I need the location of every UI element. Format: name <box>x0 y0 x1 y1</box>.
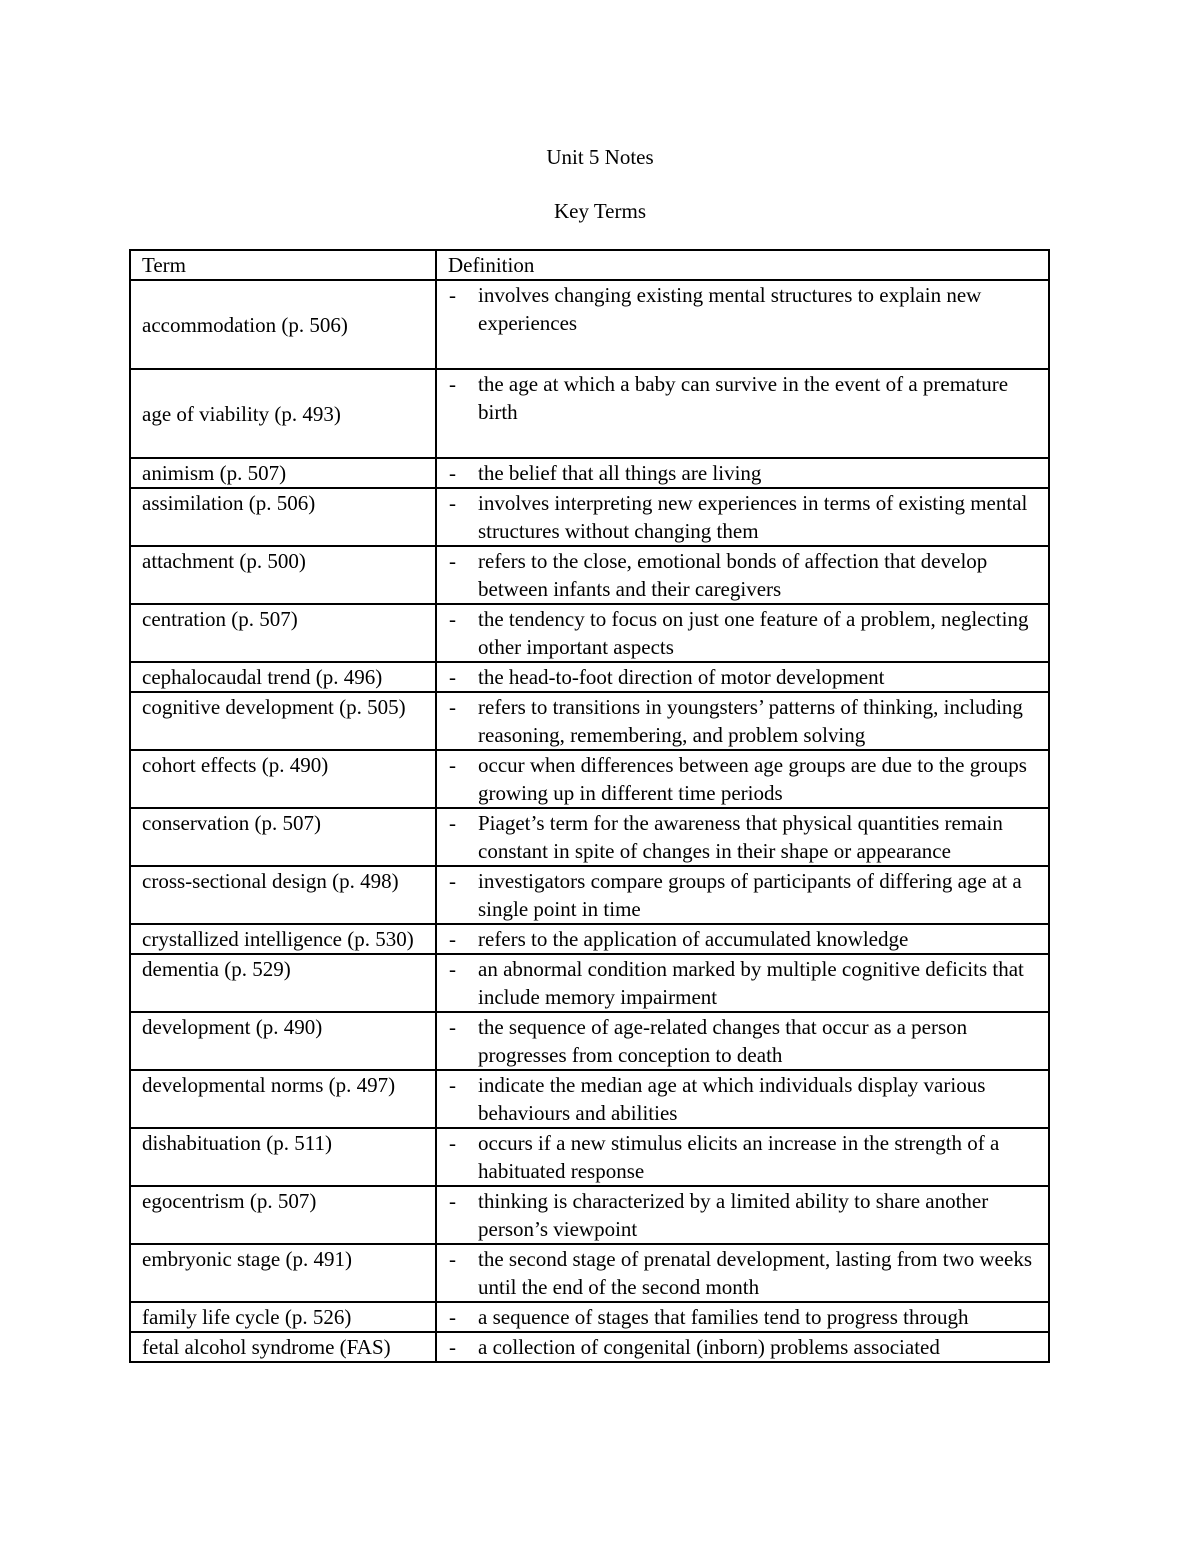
term-cell: dementia (p. 529) <box>130 954 436 1012</box>
definition-text: occur when differences between age groups are due to the groups growing up in different time periods <box>478 753 1027 805</box>
bullet-dash: - <box>449 811 456 835</box>
definition-cell <box>436 1012 1049 1070</box>
definition-cell <box>436 692 1049 750</box>
definition-bullet-item <box>448 1333 1044 1361</box>
page-subtitle: Key Terms <box>553 199 647 223</box>
definition-text: Piaget’s term for the awareness that physical quantities remain constant in spite of changes in their shape or appearance <box>478 811 1003 863</box>
bullet-dash: - <box>449 695 456 719</box>
table-row <box>130 488 1049 546</box>
definition-cell <box>436 1332 1049 1362</box>
table-row <box>130 924 1049 954</box>
definition-text: investigators compare groups of participants of differing age at a single point in time <box>478 869 1022 921</box>
definition-text: the age at which a baby can survive in the event of a premature birth <box>478 372 1009 424</box>
bullet-dash: - <box>449 869 456 893</box>
definition-bullet-item <box>448 1245 1044 1301</box>
bullet-dash: - <box>449 1015 456 1039</box>
definition-text: refers to transitions in youngsters’ patterns of thinking, including reasoning, remembering, and problem solving <box>478 695 1023 747</box>
term-column-header: Term <box>130 250 436 280</box>
bullet-dash: - <box>449 491 456 515</box>
bullet-dash: - <box>449 1335 456 1359</box>
definition-text: involves changing existing mental structures to explain new experiences <box>478 283 982 335</box>
definition-cell <box>436 604 1049 662</box>
term-cell: cephalocaudal trend (p. 496) <box>130 662 436 692</box>
definition-cell <box>436 280 1049 369</box>
definition-bullet-item <box>448 751 1044 807</box>
term-cell: centration (p. 507) <box>130 604 436 662</box>
definition-text: indicate the median age at which individuals display various behaviours and abilities <box>478 1073 986 1125</box>
definition-bullet-item <box>448 867 1044 923</box>
definition-text: the head-to-foot direction of motor development <box>478 665 885 689</box>
definition-text: refers to the application of accumulated knowledge <box>478 927 909 951</box>
definition-cell <box>436 924 1049 954</box>
definition-text: the second stage of prenatal development, lasting from two weeks until the end of the second month <box>478 1247 1032 1299</box>
definition-bullet-item <box>448 1303 1044 1331</box>
definition-cell <box>436 546 1049 604</box>
term-cell: assimilation (p. 506) <box>130 488 436 546</box>
definition-cell <box>436 1186 1049 1244</box>
definition-cell <box>436 458 1049 488</box>
term-cell: accommodation (p. 506) <box>130 280 436 369</box>
table-row <box>130 1128 1049 1186</box>
definition-bullet-item <box>448 370 1044 426</box>
definition-column-header: Definition <box>436 250 1049 280</box>
definition-text: a collection of congenital (inborn) problems associated <box>478 1335 940 1359</box>
page-title: Unit 5 Notes <box>546 145 654 169</box>
definition-text: refers to the close, emotional bonds of affection that develop between infants and their caregivers <box>478 549 988 601</box>
term-cell: embryonic stage (p. 491) <box>130 1244 436 1302</box>
term-cell: cross-sectional design (p. 498) <box>130 866 436 924</box>
table-row <box>130 662 1049 692</box>
term-cell: crystallized intelligence (p. 530) <box>130 924 436 954</box>
definition-cell <box>436 1070 1049 1128</box>
definition-bullet-item <box>448 1187 1044 1243</box>
definition-cell <box>436 1128 1049 1186</box>
term-cell: cohort effects (p. 490) <box>130 750 436 808</box>
table-header-row <box>130 250 1049 280</box>
table-row <box>130 750 1049 808</box>
bullet-dash: - <box>449 1189 456 1213</box>
definition-bullet-item <box>448 489 1044 545</box>
definition-bullet-item <box>448 1129 1044 1185</box>
term-cell: conservation (p. 507) <box>130 808 436 866</box>
bullet-dash: - <box>449 1131 456 1155</box>
definition-text: involves interpreting new experiences in terms of existing mental structures without changing them <box>478 491 1028 543</box>
definition-text: the sequence of age-related changes that occur as a person progresses from conception to death <box>478 1015 968 1067</box>
definition-cell <box>436 954 1049 1012</box>
bullet-dash: - <box>449 957 456 981</box>
key-terms-table <box>129 249 1050 1363</box>
table-row <box>130 369 1049 458</box>
term-cell: egocentrism (p. 507) <box>130 1186 436 1244</box>
term-cell: fetal alcohol syndrome (FAS) <box>130 1332 436 1362</box>
term-cell: dishabituation (p. 511) <box>130 1128 436 1186</box>
definition-cell <box>436 488 1049 546</box>
bullet-dash: - <box>449 372 456 396</box>
definition-cell <box>436 866 1049 924</box>
definition-bullet-item <box>448 1071 1044 1127</box>
term-cell: age of viability (p. 493) <box>130 369 436 458</box>
bullet-dash: - <box>449 1247 456 1271</box>
term-cell: attachment (p. 500) <box>130 546 436 604</box>
bullet-dash: - <box>449 1305 456 1329</box>
definition-text: the belief that all things are living <box>478 461 762 485</box>
table-row <box>130 1332 1049 1362</box>
definition-bullet-item <box>448 809 1044 865</box>
table-row <box>130 280 1049 369</box>
bullet-dash: - <box>449 927 456 951</box>
term-cell: cognitive development (p. 505) <box>130 692 436 750</box>
definition-bullet-item <box>448 663 1044 691</box>
definition-cell <box>436 1302 1049 1332</box>
table-row <box>130 546 1049 604</box>
definition-text: the tendency to focus on just one feature of a problem, neglecting other important aspects <box>478 607 1029 659</box>
table-row <box>130 1186 1049 1244</box>
bullet-dash: - <box>449 607 456 631</box>
bullet-dash: - <box>449 283 456 307</box>
table-row <box>130 866 1049 924</box>
definition-text: thinking is characterized by a limited ability to share another person’s viewpoint <box>478 1189 989 1241</box>
definition-cell <box>436 808 1049 866</box>
definition-bullet-item <box>448 605 1044 661</box>
table-row <box>130 1302 1049 1332</box>
definition-bullet-item <box>448 547 1044 603</box>
term-cell: development (p. 490) <box>130 1012 436 1070</box>
definition-text: a sequence of stages that families tend to progress through <box>478 1305 969 1329</box>
table-row <box>130 692 1049 750</box>
term-cell: family life cycle (p. 526) <box>130 1302 436 1332</box>
definition-text: an abnormal condition marked by multiple cognitive deficits that include memory impairment <box>478 957 1024 1009</box>
definition-cell <box>436 1244 1049 1302</box>
definition-bullet-item <box>448 459 1044 487</box>
bullet-dash: - <box>449 753 456 777</box>
table-row <box>130 1244 1049 1302</box>
definition-cell <box>436 369 1049 458</box>
bullet-dash: - <box>449 461 456 485</box>
table-row <box>130 458 1049 488</box>
definition-text: occurs if a new stimulus elicits an increase in the strength of a habituated response <box>478 1131 1000 1183</box>
definition-cell <box>436 750 1049 808</box>
bullet-dash: - <box>449 665 456 689</box>
bullet-dash: - <box>449 549 456 573</box>
definition-cell <box>436 662 1049 692</box>
table-row <box>130 954 1049 1012</box>
table-row <box>130 1012 1049 1070</box>
definition-bullet-item <box>448 281 1044 337</box>
table-row <box>130 604 1049 662</box>
definition-bullet-item <box>448 955 1044 1011</box>
definition-bullet-item <box>448 693 1044 749</box>
table-row <box>130 1070 1049 1128</box>
definition-bullet-item <box>448 1013 1044 1069</box>
bullet-dash: - <box>449 1073 456 1097</box>
term-cell: developmental norms (p. 497) <box>130 1070 436 1128</box>
term-cell: animism (p. 507) <box>130 458 436 488</box>
definition-bullet-item <box>448 925 1044 953</box>
table-row <box>130 808 1049 866</box>
